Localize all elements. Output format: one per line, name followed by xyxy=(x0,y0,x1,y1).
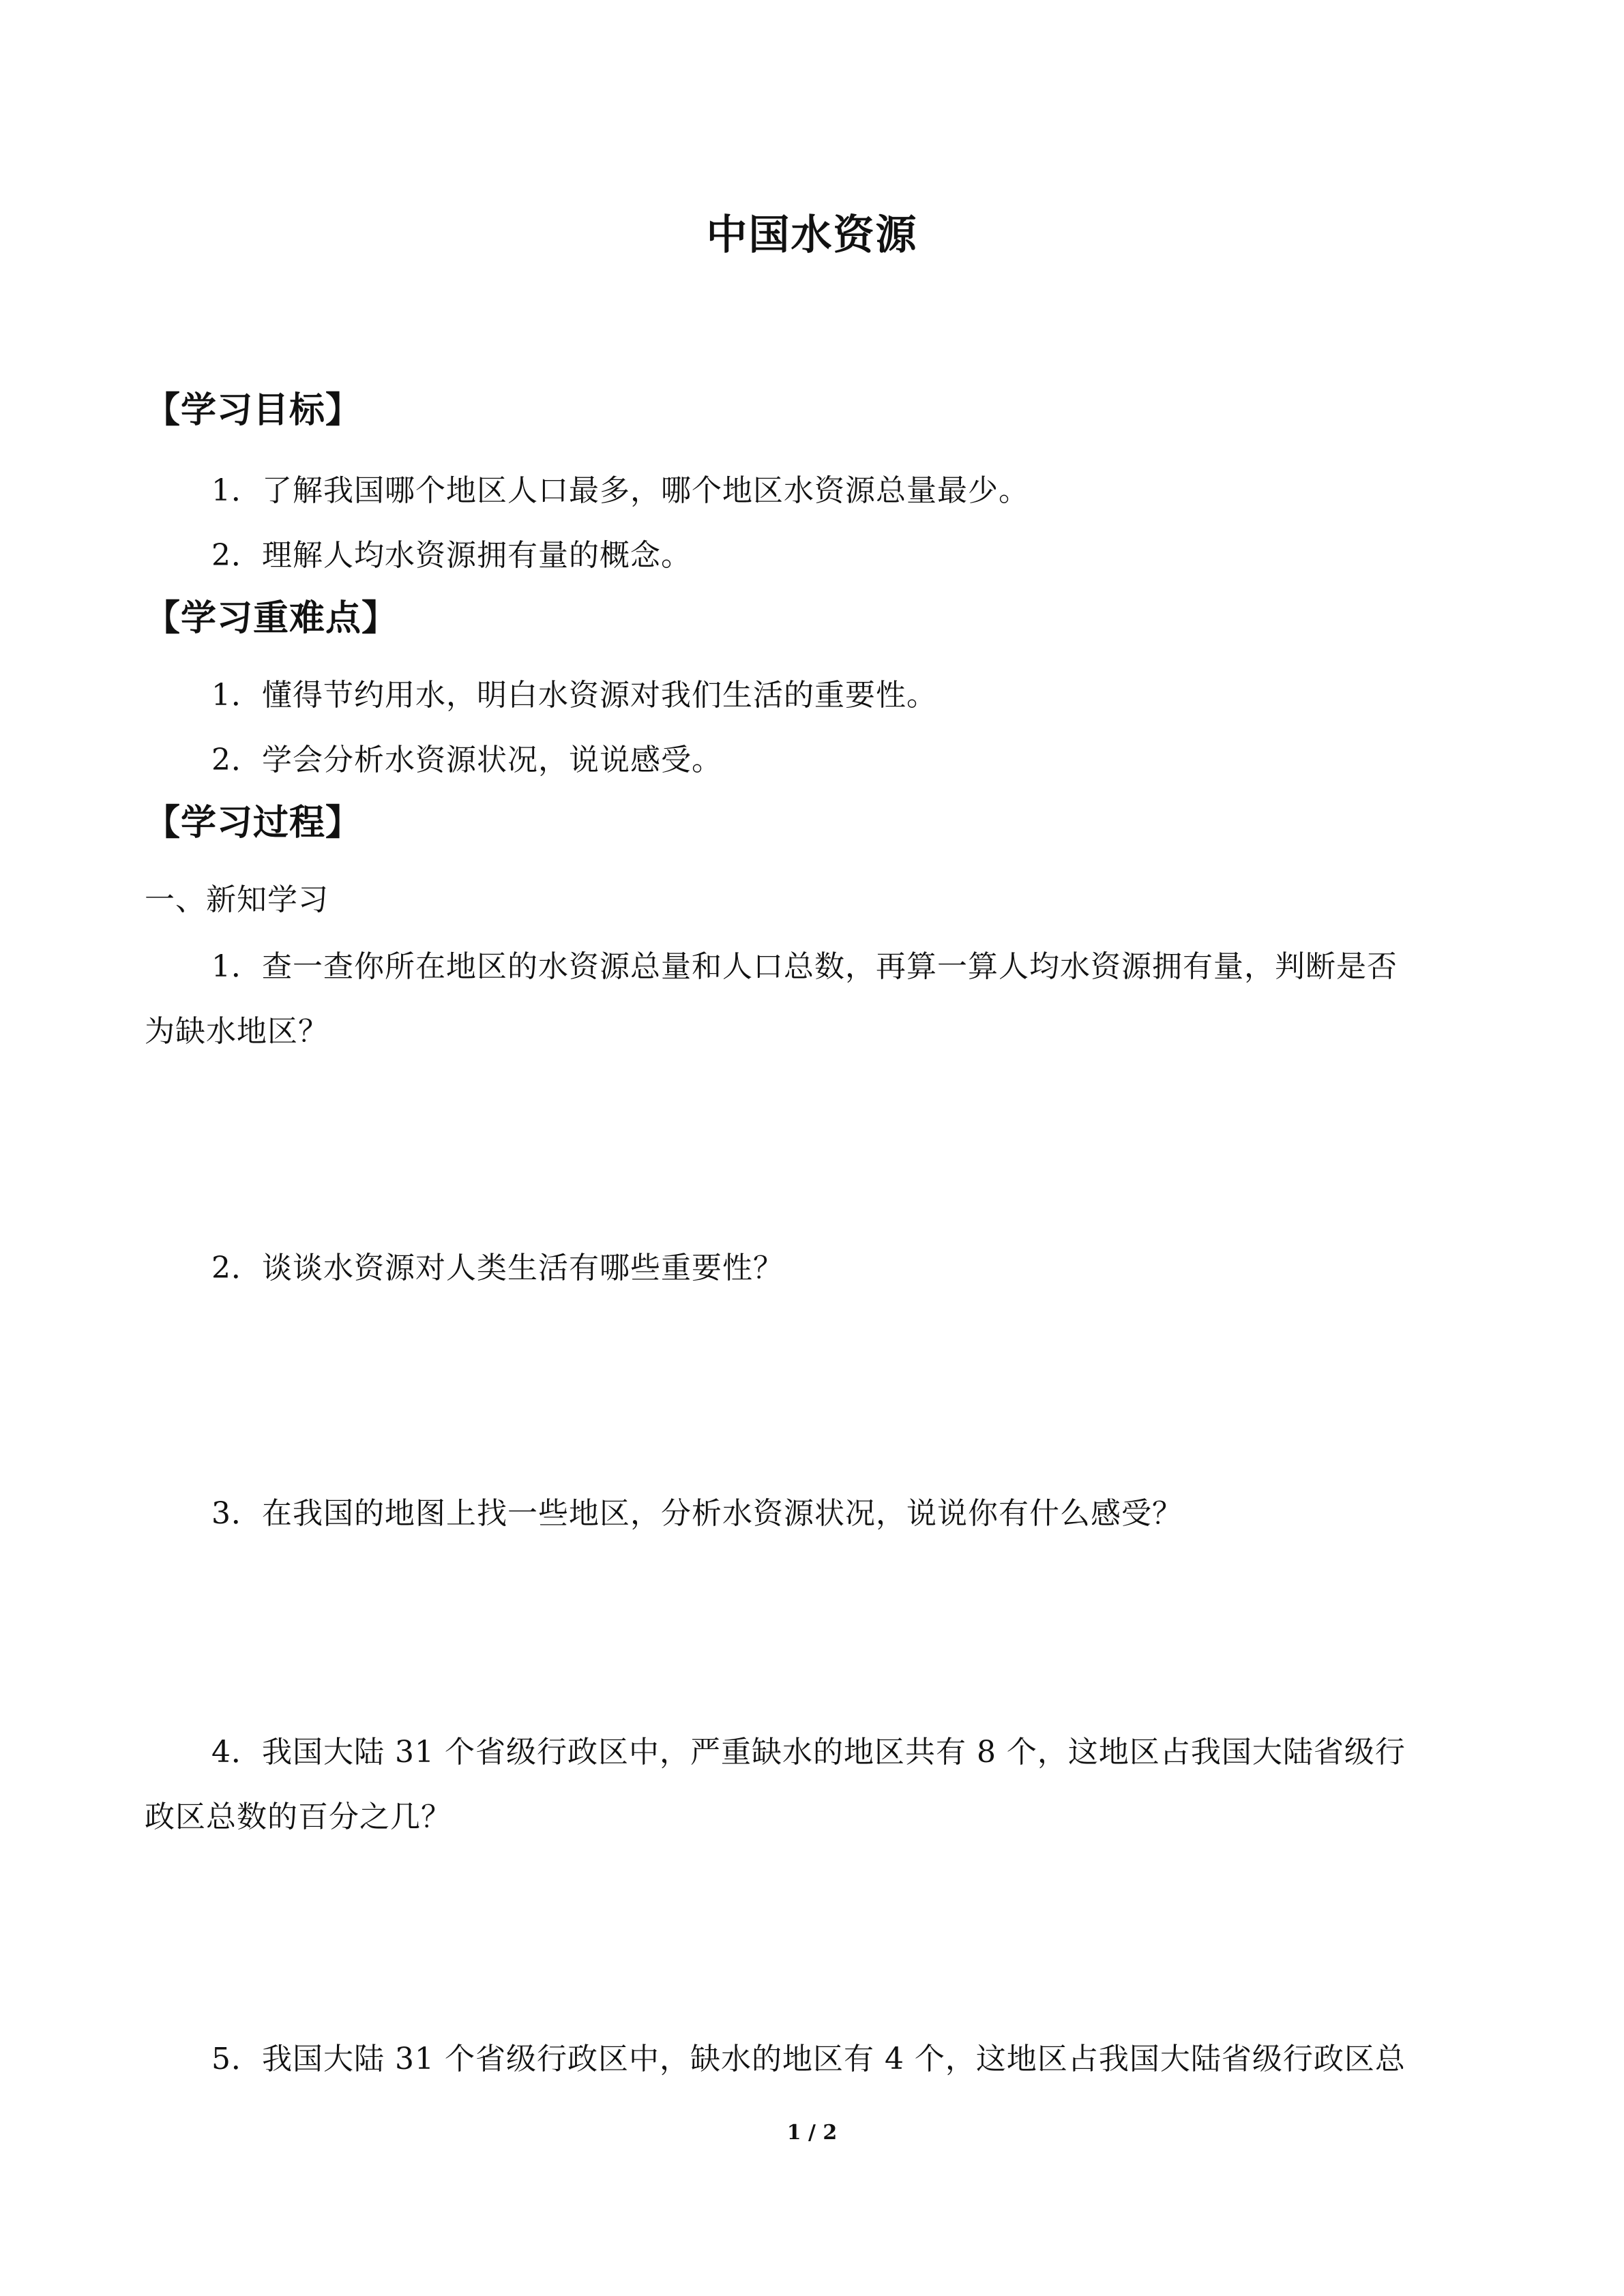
objective-item-2: 2．理解人均水资源拥有量的概念。 xyxy=(211,538,692,573)
key-point-item-1: 1．懂得节约用水，明白水资源对我们生活的重要性。 xyxy=(211,678,937,713)
section-heading-key-points: 【学习重难点】 xyxy=(145,598,398,639)
question-4-line-2: 政区总数的百分之几？ xyxy=(145,1800,452,1834)
section-heading-process: 【学习过程】 xyxy=(145,803,362,844)
key-point-item-2: 2．学会分析水资源状况，说说感受。 xyxy=(211,743,722,777)
question-1-line-2: 为缺水地区？ xyxy=(145,1014,329,1049)
question-3-line-1: 3．在我国的地图上找一些地区，分析水资源状况，说说你有什么感受？ xyxy=(211,1496,1183,1531)
question-2-line-1: 2．谈谈水资源对人类生活有哪些重要性？ xyxy=(211,1251,784,1285)
objective-item-1: 1．了解我国哪个地区人口最多，哪个地区水资源总量最少。 xyxy=(211,473,1029,508)
question-1-line-1: 1．查一查你所在地区的水资源总量和人口总数，再算一算人均水资源拥有量，判断是否 xyxy=(211,949,1398,984)
process-subheading: 一、新知学习 xyxy=(145,882,329,917)
document-title: 中国水资源 xyxy=(706,211,918,259)
section-heading-objectives: 【学习目标】 xyxy=(145,390,362,431)
question-5-line-1: 5．我国大陆 31 个省级行政区中，缺水的地区有 4 个，这地区占我国大陆省级行政区总 xyxy=(211,2042,1406,2076)
page-number: 1 / 2 xyxy=(786,2121,838,2145)
question-4-line-1: 4．我国大陆 31 个省级行政区中，严重缺水的地区共有 8 个，这地区占我国大陆省级行 xyxy=(211,1735,1406,1770)
